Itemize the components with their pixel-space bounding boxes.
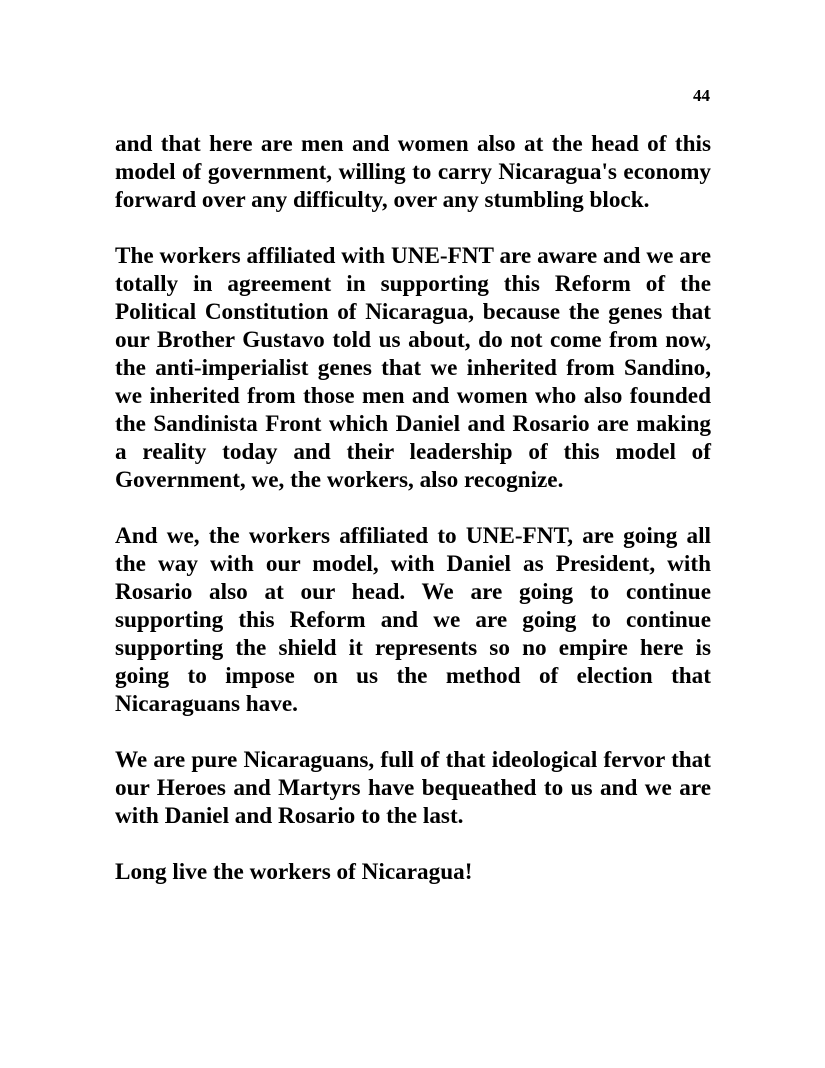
page-number: 44	[693, 86, 710, 105]
paragraph-1: and that here are men and women also at the head of this model of government, willing to carry Nicaragua's economy forward over any difficulty, over any stumbling block.	[115, 131, 711, 213]
paragraph-3: And we, the workers affiliated to UNE-FNT, are going all the way with our model, with Daniel as President, with Rosario also at our head. We are going to continue supporting this Reform and we are going to continue supporting the shield it represents so no empire here is going to impose on us the method of election that Nicaraguans have.	[115, 523, 711, 717]
paragraph-4: We are pure Nicaraguans, full of that ideological fervor that our Heroes and Martyrs have bequeathed to us and we are with Daniel and Rosario to the last.	[115, 747, 711, 829]
paragraph-2: The workers affiliated with UNE-FNT are aware and we are totally in agreement in supporting this Reform of the Political Constitution of Nicaragua, because the genes that our Brother Gustavo told us about, do not come from now, the anti-imperialist genes that we inherited from Sandino, we inherited from those men and women who also founded the Sandinista Front which Daniel and Rosario are making a reality today and their leadership of this model of Government, we, the workers, also recognize.	[115, 243, 711, 493]
paragraph-5: Long live the workers of Nicaragua!	[115, 859, 473, 885]
document-body	[115, 130, 711, 914]
